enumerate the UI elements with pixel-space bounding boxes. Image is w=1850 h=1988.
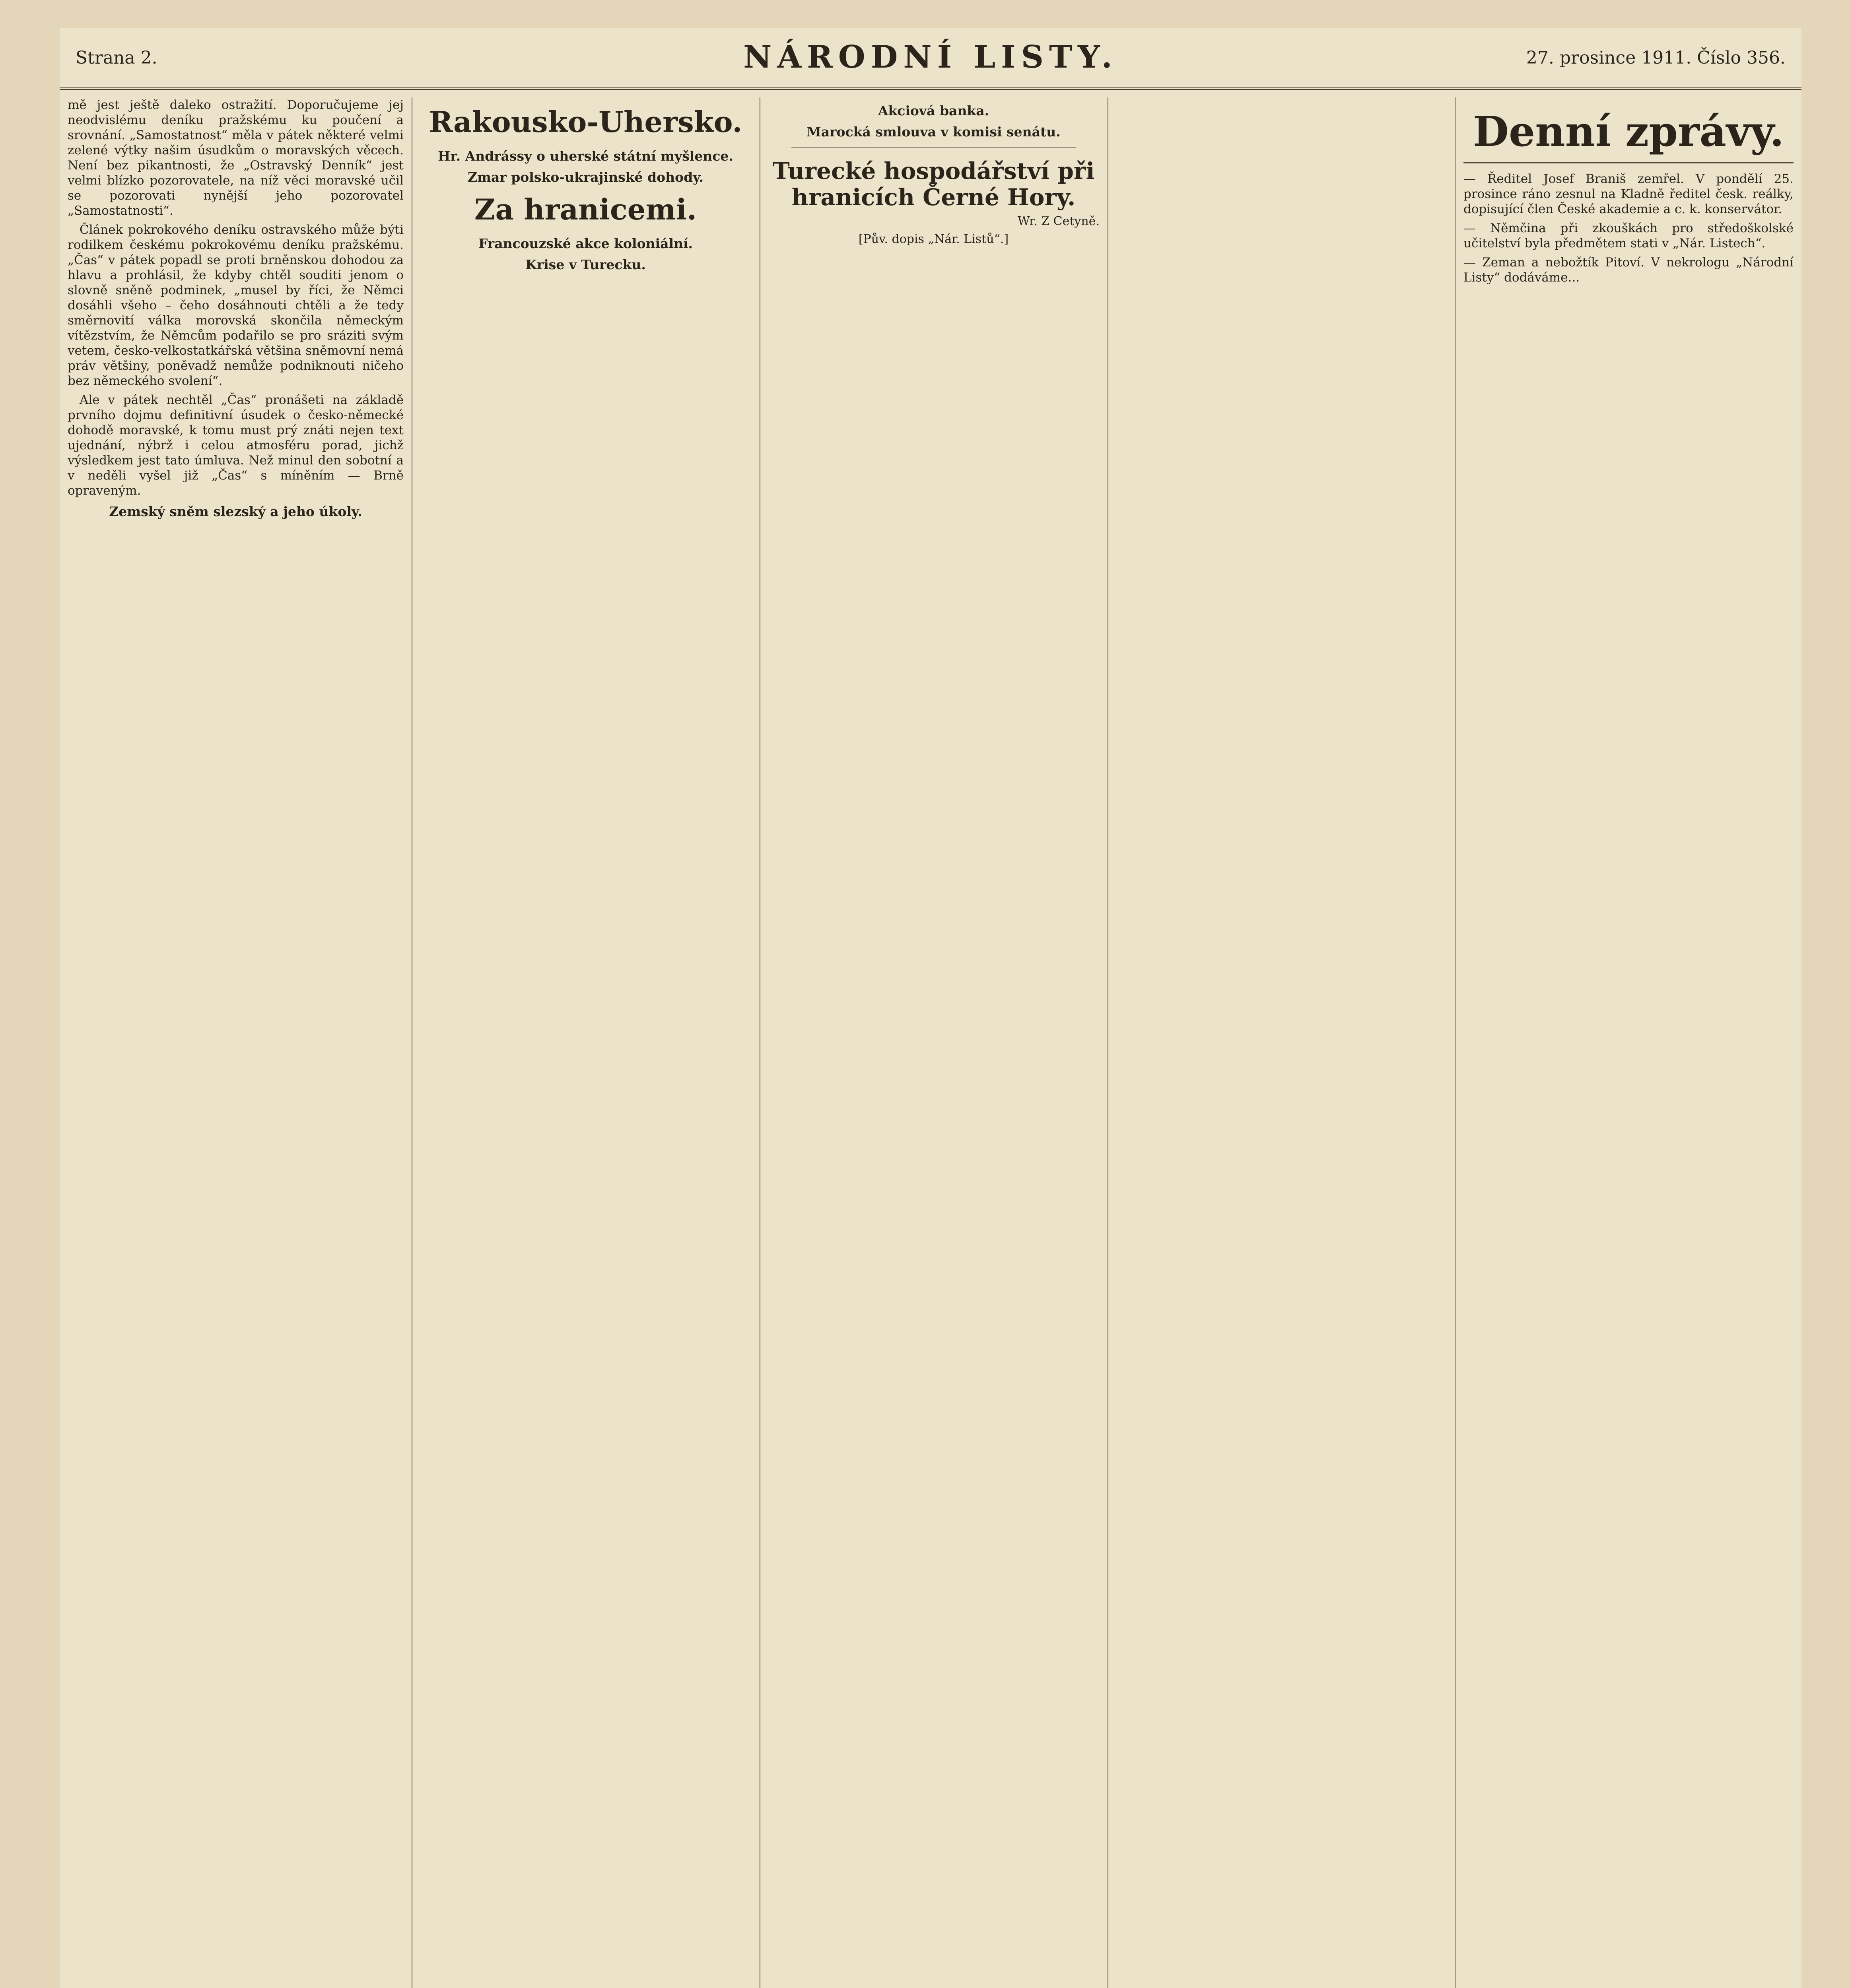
- section-heading: Zemský sněm slezský a jeho úkoly.: [109, 504, 362, 519]
- issue-date: 27. prosince 1911. Číslo 356.: [1526, 48, 1786, 68]
- section-title: Rakousko-Uhersko.: [429, 105, 742, 139]
- article-subtitle: Zmar polsko-ukrajinské dohody.: [467, 169, 704, 185]
- article-subtitle: Francouzské akce koloniální.: [478, 236, 693, 251]
- news-item: — Zeman a nebožtík Pitoví. V nekrologu „Národní Listy“ dodáváme...: [1463, 255, 1794, 285]
- source-note: [Pův. dopis „Nár. Listů“.]: [858, 232, 1009, 246]
- article-subtitle: Marocká smlouva v komisi senátu.: [806, 124, 1061, 140]
- divider: [791, 147, 1076, 148]
- news-item: — Němčina při zkouškách pro středoškolské učitelství byla předmětem stati v „Nár. Listech“.: [1463, 221, 1794, 250]
- column-1: [68, 97, 404, 1988]
- news-item: — Ředitel Josef Braniš zemřel. V pondělí 25. prosince ráno zesnul na Kladně ředitel česk. reálky, dopisující člen České akademie a c. k. konservátor.: [1463, 172, 1794, 216]
- newspaper-title: NÁRODNÍ LISTY.: [743, 39, 1118, 75]
- paragraph: mě jest ještě daleko ostražití. Doporučujeme jej neodvislému deníku pražskému ku poučení a srovnání. „Samostatnost“ měla v pátek některé velmi zelené výtky našim úsudkům o moravských věcech. Není bez pikantnosti, že „Ostravský Denník“ jest velmi blízko pozorovatele, na níž věci moravské učil se pozorovati nynější jeho pozorovatel „Samostatnosti“.: [68, 98, 404, 218]
- newspaper-page: [60, 28, 1801, 1988]
- byline: Wr. Z Cetyně.: [1017, 214, 1100, 228]
- column-5: [1463, 97, 1794, 1988]
- article-subtitle: Akciová banka.: [878, 103, 989, 118]
- section-title: Za hranicemi.: [474, 192, 697, 226]
- column-2: [420, 97, 752, 1988]
- section-title: Denní zprávy.: [1463, 108, 1794, 163]
- paragraph: Ale v pátek nechtěl „Čas“ pronášeti na základě prvního dojmu definitivní úsudek o česko-německé dohodě moravské, k tomu must prý znáti nejen text ujednání, nýbrž i celou atmosféru porad, jichž výsledkem jest tato úmluva. Než minul den sobotní a v neděli vyšel již „Čas“ s míněním — Brně opraveným.: [68, 393, 404, 498]
- column-3: [768, 97, 1100, 1988]
- paragraph: Článek pokrokového deníku ostravského může býti rodilkem českému pokrokovému deníku pražskému. „Čas“ v pátek popadl se proti brněnskou dohodou za hlavu a prohlásil, že kdyby chtěl souditi jenom o slovně sněně podminek, „musel by říci, že Němci dosáhli všeho – čeho dosáhnouti chtěli a že tedy směrnovití válka morovská skončila německým vítězstvím, že Němcům podařilo se pro sráziti svým vetem, česko-velkostatkářská většina sněmovní nemá práv většiny, poněvadž nemůže podniknouti ničeho bez německého svolení“.: [68, 223, 404, 388]
- column-4: [1115, 97, 1448, 1988]
- article-subtitle: Krise v Turecku.: [525, 257, 646, 272]
- page-number: Strana 2.: [76, 48, 157, 68]
- article-title: Turecké hospodářství při hranicích Černé Hory.: [772, 157, 1095, 211]
- article-subtitle: Hr. Andrássy o uherské státní myšlence.: [438, 148, 733, 164]
- page-header: [60, 28, 1801, 90]
